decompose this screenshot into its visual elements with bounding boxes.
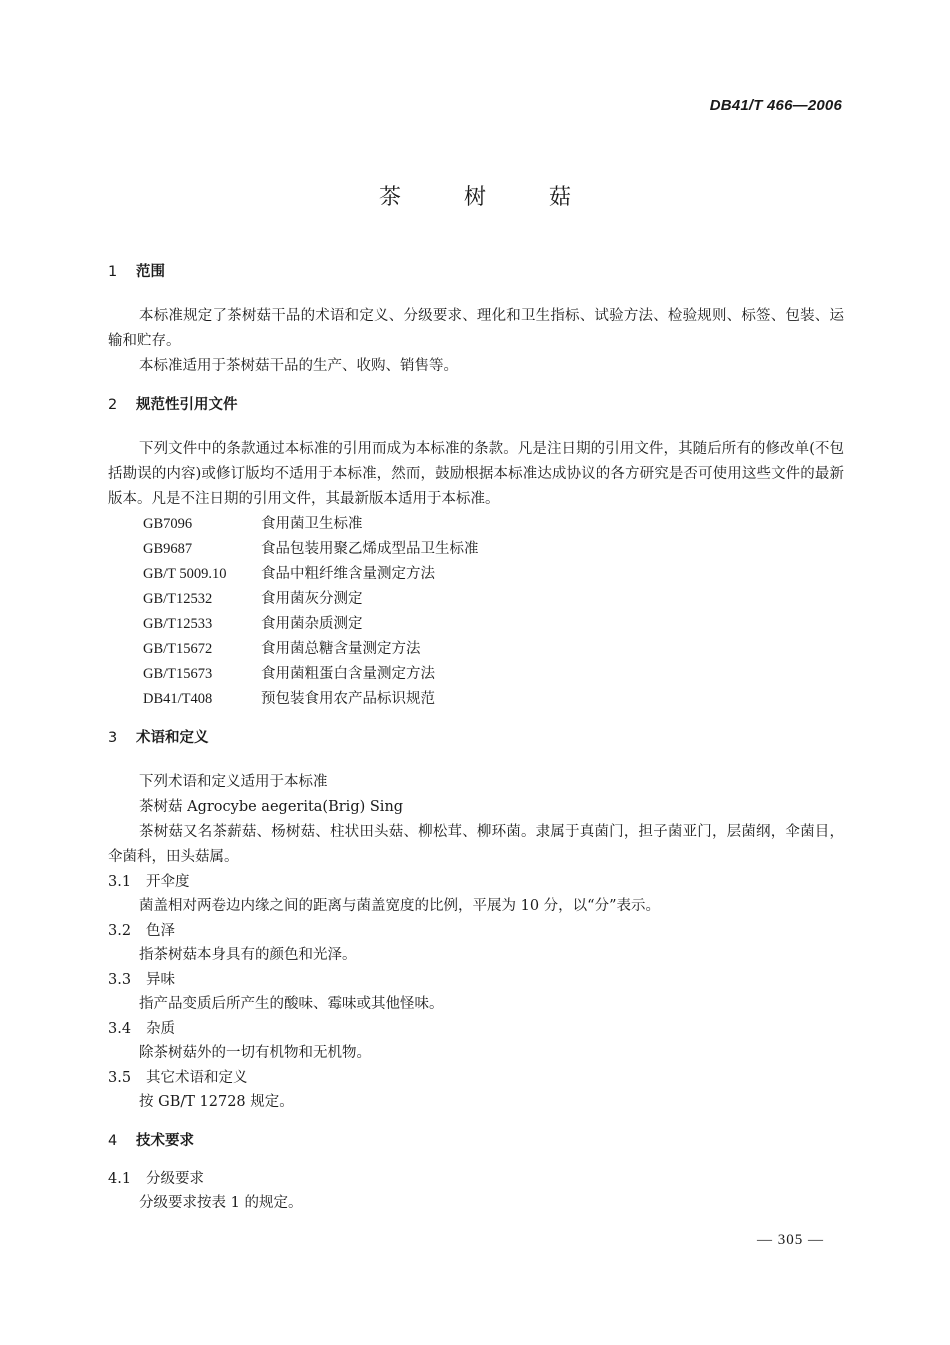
reference-row [108, 637, 844, 662]
reference-row [108, 687, 844, 712]
reference-code: DB41/T408 [143, 691, 213, 707]
section-title: 技术要求 [136, 1133, 194, 1149]
subsection-title: 异味 [146, 972, 175, 988]
subsection-text: 指产品变质后所产生的酸味、霉味或其他怪味。 [139, 996, 444, 1012]
page-number: — 305 — [757, 1232, 824, 1248]
subsection-number: 3.2 [108, 923, 132, 939]
section-number: 1 [108, 264, 118, 280]
subsection-text: 除茶树菇外的一切有机物和无机物。 [139, 1045, 371, 1061]
reference-code: GB/T12533 [143, 616, 213, 632]
subsection-text: 按 GB/T 12728 规定。 [139, 1094, 294, 1110]
reference-code: GB/T15673 [143, 666, 213, 682]
reference-name: 食用菌杂质测定 [261, 616, 363, 632]
subsection-number: 3.3 [108, 972, 132, 988]
subsection-text: 菌盖相对两卷边内缘之间的距离与菌盖宽度的比例，平展为 10 分，以“分”表示。 [139, 898, 660, 914]
subsection-title: 杂质 [146, 1021, 175, 1037]
section-number: 4 [108, 1133, 118, 1149]
reference-row [108, 587, 844, 612]
section-heading-technical-requirements [108, 1129, 844, 1153]
document-body [108, 260, 844, 1216]
scope-paragraph-2: 本标准适用于茶树菇干品的生产、收购、销售等。 [139, 358, 458, 374]
reference-row [108, 537, 844, 562]
subsection-text: 指茶树菇本身具有的颜色和光泽。 [139, 947, 357, 963]
subsection-text: 分级要求按表 1 的规定。 [139, 1195, 303, 1211]
section-number: 2 [108, 397, 118, 413]
reference-row [108, 662, 844, 687]
reference-row [108, 512, 844, 537]
section-heading-scope [108, 260, 844, 284]
reference-code: GB/T12532 [143, 591, 213, 607]
reference-row [108, 562, 844, 587]
subsection-heading [108, 870, 844, 894]
subsection-title: 其它术语和定义 [146, 1070, 248, 1086]
scope-paragraph-1: 本标准规定了茶树菇干品的术语和定义、分级要求、理化和卫生指标、试验方法、检验规则、标签、包装、运输和贮存。 [108, 308, 844, 349]
reference-name: 食用菌总糖含量测定方法 [261, 641, 421, 657]
subsection-title: 色泽 [146, 923, 175, 939]
subsection-heading [108, 1017, 844, 1041]
section-number: 3 [108, 730, 118, 746]
reference-code: GB/T 5009.10 [143, 566, 227, 582]
subsection-heading [108, 919, 844, 943]
reference-name: 食品中粗纤维含量测定方法 [261, 566, 435, 582]
subsection-number: 3.1 [108, 874, 132, 890]
subsection-number: 3.4 [108, 1021, 132, 1037]
document-title: 茶 树 菇 [379, 185, 599, 210]
subsection-number: 4.1 [108, 1171, 132, 1187]
subsection-title: 分级要求 [146, 1171, 204, 1187]
term-name-latin: 茶树菇 Agrocybe aegerita(Brig) Sing [139, 799, 404, 815]
subsection-heading [108, 1066, 844, 1090]
reference-name: 食用菌灰分测定 [261, 591, 363, 607]
reference-name: 食品包装用聚乙烯成型品卫生标准 [261, 541, 479, 557]
section-title: 规范性引用文件 [136, 397, 238, 413]
section-heading-terms-definitions [108, 726, 844, 750]
reference-name: 食用菌粗蛋白含量测定方法 [261, 666, 435, 682]
terms-intro: 下列术语和定义适用于本标准 [139, 774, 328, 790]
section-title: 术语和定义 [136, 730, 209, 746]
reference-list [108, 512, 844, 712]
term-description: 茶树菇又名茶薪菇、杨树菇、柱状田头菇、柳松茸、柳环菌。隶属于真菌门，担子菌亚门，层菌纲，伞菌目，伞菌科，田头菇属。 [108, 824, 844, 865]
reference-name: 预包装食用农产品标识规范 [261, 691, 435, 707]
reference-code: GB9687 [143, 541, 193, 557]
section-heading-normative-references [108, 393, 844, 417]
reference-row [108, 612, 844, 637]
reference-code: GB7096 [143, 516, 193, 532]
reference-code: GB/T15672 [143, 641, 213, 657]
subsection-number: 3.5 [108, 1070, 132, 1086]
subsection-heading [108, 968, 844, 992]
subsection-title: 开伞度 [146, 874, 190, 890]
references-paragraph: 下列文件中的条款通过本标准的引用而成为本标准的条款。凡是注日期的引用文件，其随后所有的修改单(不包括勘误的内容)或修订版均不适用于本标准，然而，鼓励根据本标准达成协议的各方研究是否可使用这些文件的最新版本。凡是不注日期的引用文件，其最新版本适用于本标准。 [108, 441, 844, 507]
subsection-heading [108, 1167, 844, 1191]
standard-code: DB41/T 466—2006 [709, 97, 842, 114]
section-title: 范围 [136, 264, 165, 280]
reference-name: 食用菌卫生标准 [261, 516, 363, 532]
